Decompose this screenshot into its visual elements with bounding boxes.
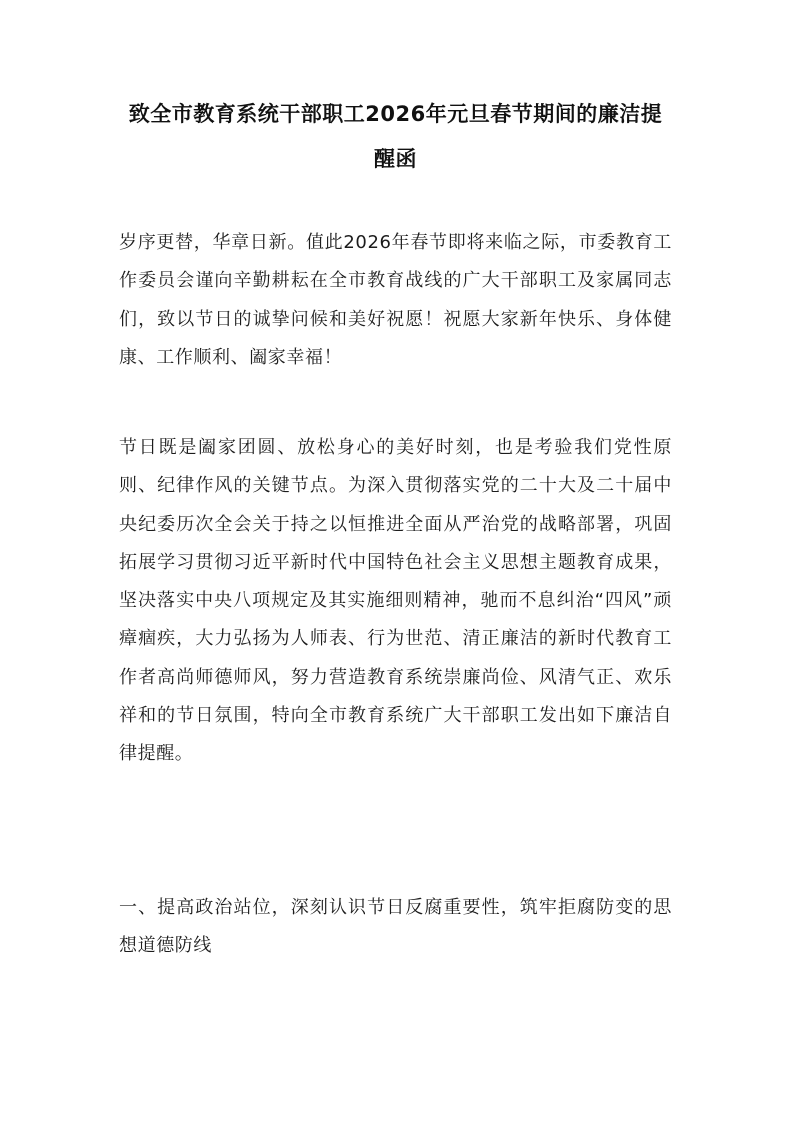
paragraph-greeting: 岁序更替，华章日新。值此2026年春节即将来临之际，市委教育工作委员会谨向辛勤耕耘在全市教育战线的广大干部职工及家属同志们，致以节日的诚挚问候和美好祝愿！祝愿大家新年快乐、身体健康、工作顺利、阖家幸福！ [119, 232, 672, 368]
section-heading-1: 一、提高政治站位，深刻认识节日反腐重要性，筑牢拒腐防变的思想道德防线 [119, 897, 672, 957]
paragraph-purpose: 节日既是阖家团圆、放松身心的美好时刻，也是考验我们党性原则、纪律作风的关键节点。为深入贯彻落实党的二十大及二十届中央纪委历次全会关于持之以恒推进全面从严治党的战略部署，巩固拓展学习贯彻习近平新时代中国特色社会主义思想主题教育成果，坚决落实中央八项规定及其实施细则精神，驰而不息纠治“四风”顽瘴痼疾，大力弘扬为人师表、行为世范、清正廉洁的新时代教育工作者高尚师德师风，努力营造教育系统崇廉尚俭、风清气正、欢乐祥和的节日氛围，特向全市教育系统广大干部职工发出如下廉洁自律提醒。 [119, 437, 672, 765]
document-title: 致全市教育系统干部职工2026年元旦春节期间的廉洁提醒函 [128, 102, 663, 171]
